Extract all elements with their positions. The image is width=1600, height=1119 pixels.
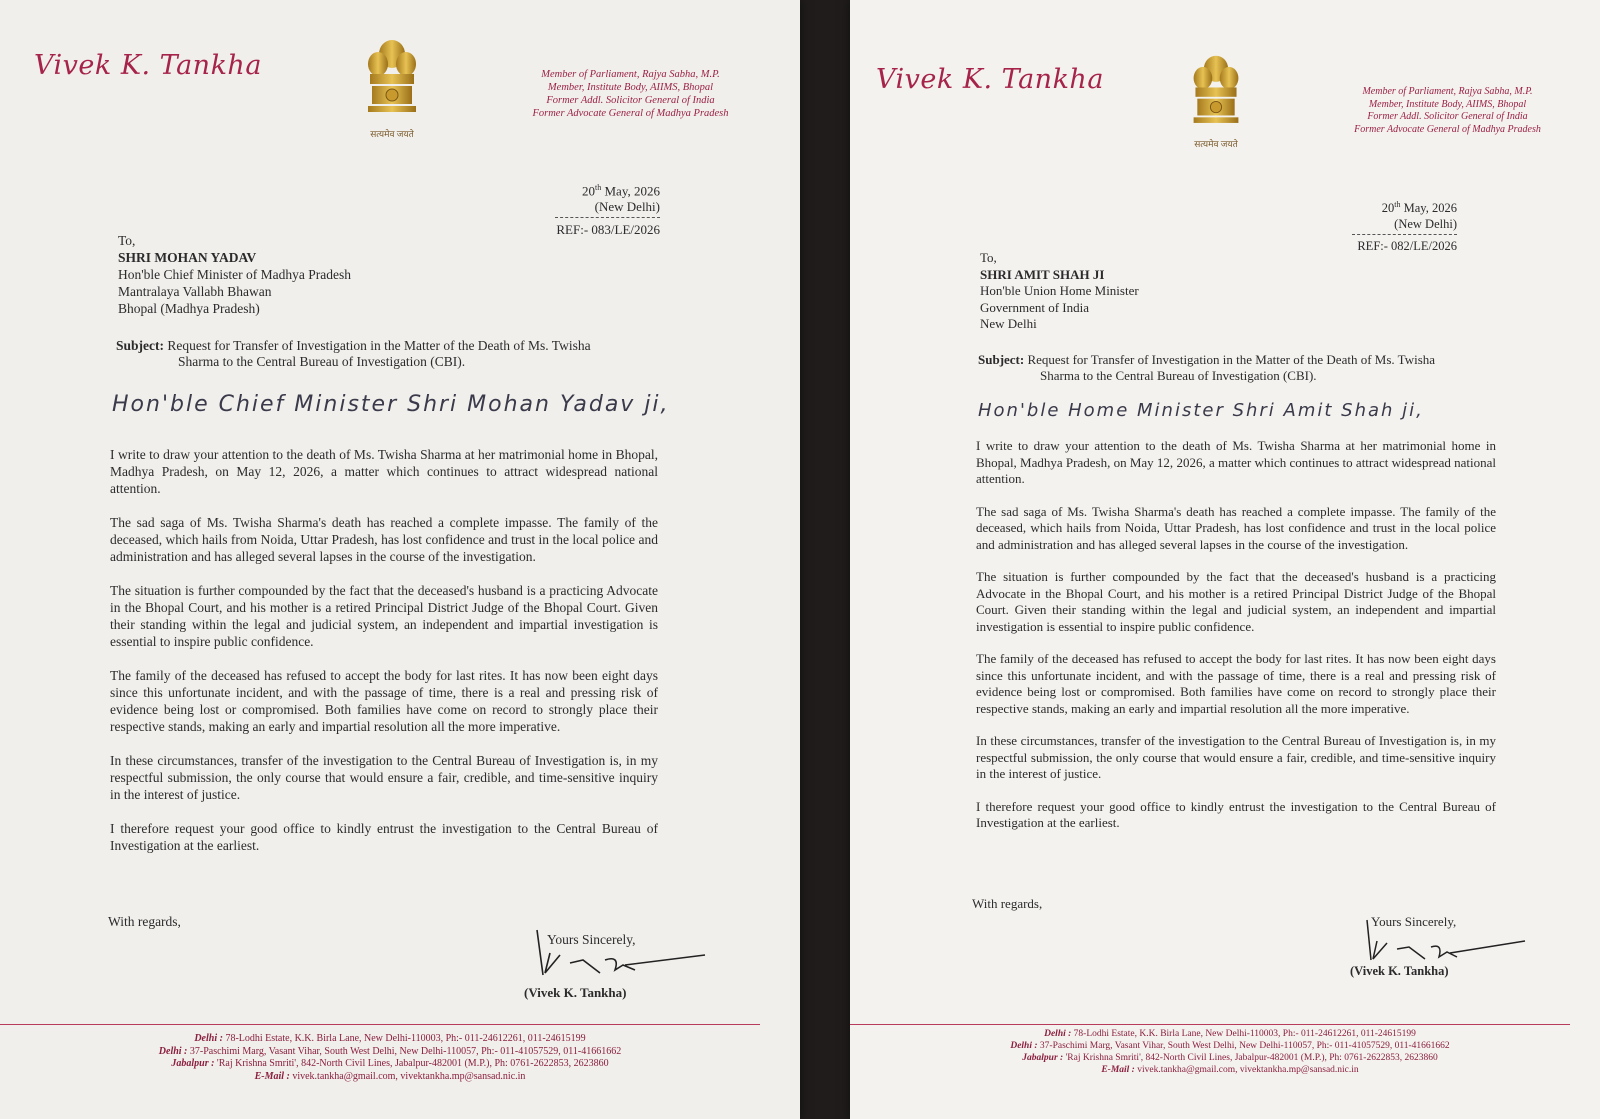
subject-text: Request for Transfer of Investigation in the Matter of the Death of Ms. Twisha	[1027, 352, 1436, 367]
subject-label: Subject:	[116, 338, 164, 353]
paragraph: I therefore request your good office to kindly entrust the investigation to the Central Bureau of Investigation at the earliest.	[976, 798, 1496, 830]
letterhead-footer	[910, 1028, 1550, 1076]
recipient-line: Mantralaya Vallabh Bhawan	[118, 284, 272, 299]
paragraph: I write to draw your attention to the death of Ms. Twisha Sharma at her matrimonial home in Bhopal, Madhya Pradesh, on May 12, 2026, a matter which continues to attract widespread national attention.	[976, 438, 1496, 486]
letter-body	[110, 446, 658, 871]
footer-line: Delhi : 78-Lodhi Estate, K.K. Birla Lane, New Delhi-110003, Ph:- 011-24612261, 011-24615199	[1044, 1029, 1416, 1039]
footer-line: Delhi : 37-Paschimi Marg, Vasant Vihar, South West Delhi, New Delhi-110057, Ph:- 011-41057529, 011-41661662	[158, 1045, 622, 1057]
to-label: To,	[118, 233, 136, 248]
footer-line: E-Mail : vivek.tankha@gmail.com, vivektankha.mp@sansad.nic.in	[254, 1070, 526, 1082]
credential-line: Former Addl. Solicitor General of India	[546, 95, 715, 106]
credential-line: Member of Parliament, Rajya Sabha, M.P.	[541, 69, 720, 80]
letterhead-footer	[40, 1033, 740, 1083]
credential-line: Former Advocate General of Madhya Pradesh	[1354, 123, 1541, 135]
national-emblem-icon	[362, 36, 422, 140]
paragraph: In these circumstances, transfer of the investigation to the Central Bureau of Investigation is, in my respectful submission, the only course that would ensure a fair, credible, and time-sensitive inquiry in the interest of justice.	[976, 733, 1496, 781]
letterhead-name: Vivek K. Tankha	[34, 50, 262, 81]
date-block	[1352, 197, 1457, 255]
closing-regards: With regards,	[108, 914, 181, 929]
recipient-line: Bhopal (Madhya Pradesh)	[118, 301, 260, 316]
credential-line: Member, Institute Body, AIIMS, Bhopal	[547, 82, 714, 93]
paragraph: The family of the deceased has refused to accept the body for last rites. It has now been eight days since this unfortunate incident, and with the passage of time, there is a real and pressing risk of evidence being lost or compromised. Both families have come on record to strongly place their respective stands, making an early and impartial resolution all the more imperative.	[976, 651, 1496, 716]
credential-line: Member of Parliament, Rajya Sabha, M.P.	[1362, 86, 1533, 97]
letter-date: 20th May, 2026	[1381, 200, 1457, 216]
letter-place: (New Delhi)	[1394, 216, 1457, 231]
signatory-name: (Vivek K. Tankha)	[1350, 964, 1449, 978]
paragraph: In these circumstances, transfer of the investigation to the Central Bureau of Investigation is, in my respectful submission, the only course that would ensure a fair, credible, and time-sensitive inquiry in the interest of justice.	[110, 753, 658, 802]
handwritten-salutation: Hon'ble Home Minister Shri Amit Shah ji,	[978, 400, 1424, 421]
letter-to-home-minister	[850, 0, 1600, 1119]
letterhead-credentials	[1340, 86, 1555, 136]
yours-sincerely: Yours Sincerely,	[1371, 914, 1457, 929]
recipient-line: Government of India	[980, 299, 1090, 315]
paragraph: The situation is further compounded by the fact that the deceased's husband is a practicing Advocate in the Bhopal Court, and his mother is a retired Principal District Judge of the Bhopal Court. Given their standing within the legal and judicial system, an independent and impartial investigation is essential to inspire public confidence.	[110, 583, 658, 649]
recipient-name: SHRI AMIT SHAH JI	[980, 266, 1105, 282]
footer-line: E-Mail : vivek.tankha@gmail.com, vivektankha.mp@sansad.nic.in	[1101, 1065, 1359, 1075]
paragraph: The family of the deceased has refused to accept the body for last rites. It has now been eight days since this unfortunate incident, and with the passage of time, there is a real and pressing risk of evidence being lost or compromised. Both families have come on record to strongly place their respective stands, making an early and impartial resolution all the more imperative.	[110, 668, 658, 734]
paragraph: The sad saga of Ms. Twisha Sharma's death has reached a complete impasse. The family of the deceased, which hails from Noida, Uttar Pradesh, has lost confidence and trust in the local police and administration and has alleged several lapses in the course of the investigation.	[976, 503, 1496, 552]
signature-icon	[525, 925, 715, 985]
closing-regards: With regards,	[972, 896, 1043, 911]
letter-body	[976, 438, 1496, 848]
subject-text: Request for Transfer of Investigation in the Matter of the Death of Ms. Twisha	[167, 338, 591, 353]
recipient-line: Hon'ble Union Home Minister	[980, 283, 1139, 298]
paragraph: I write to draw your attention to the death of Ms. Twisha Sharma at her matrimonial home in Bhopal, Madhya Pradesh, on May 12, 2026, a matter which continues to attract widespread national attention.	[110, 447, 658, 496]
handwritten-salutation: Hon'ble Chief Minister Shri Mohan Yadav ji,	[112, 392, 670, 417]
letterhead-credentials	[518, 68, 743, 120]
recipient-line: New Delhi	[980, 316, 1037, 331]
recipient-line: Hon'ble Chief Minister of Madhya Pradesh	[118, 267, 352, 282]
national-emblem-icon	[1188, 52, 1244, 150]
emblem-motto: सत्यमेव जयते	[370, 129, 414, 139]
subject-text-cont: Sharma to the Central Bureau of Investigation (CBI).	[178, 354, 466, 369]
signatory-name: (Vivek K. Tankha)	[524, 985, 627, 1000]
footer-divider	[0, 1024, 760, 1025]
footer-line: Jabalpur : 'Raj Krishna Smriti', 842-North Civil Lines, Jabalpur-482001 (M.P.), Ph: 0761-2622853, 2623860	[1022, 1053, 1438, 1063]
credential-line: Former Advocate General of Madhya Pradesh	[532, 108, 729, 119]
reference-number: REF:- 083/LE/2026	[556, 222, 660, 238]
credential-line: Member, Institute Body, AIIMS, Bhopal	[1368, 98, 1527, 110]
recipient-address	[980, 250, 1139, 333]
to-label: To,	[980, 250, 997, 265]
credential-line: Former Addl. Solicitor General of India	[1367, 111, 1528, 122]
footer-line: Delhi : 78-Lodhi Estate, K.K. Birla Lane, New Delhi-110003, Ph:- 011-24612261, 011-24615199	[194, 1033, 586, 1044]
yours-sincerely: Yours Sincerely,	[547, 932, 636, 947]
divider	[555, 217, 660, 218]
date-block	[555, 180, 660, 238]
paragraph: I therefore request your good office to kindly entrust the investigation to the Central Bureau of Investigation at the earliest.	[110, 821, 658, 853]
subject-label: Subject:	[978, 352, 1025, 367]
subject	[978, 352, 1498, 384]
paragraph: The sad saga of Ms. Twisha Sharma's death has reached a complete impasse. The family of the deceased, which hails from Noida, Uttar Pradesh, has lost confidence and trust in the local police and administration and has alleged several lapses in the course of the investigation.	[110, 515, 658, 564]
signature-icon	[1355, 915, 1535, 970]
emblem-motto: सत्यमेव जयते	[1194, 139, 1238, 149]
reference-number: REF:- 082/LE/2026	[1357, 239, 1457, 254]
letterhead-name: Vivek K. Tankha	[876, 64, 1104, 95]
paragraph: The situation is further compounded by the fact that the deceased's husband is a practicing Advocate in the Bhopal Court, and his mother is a retired Principal District Judge of the Bhopal Court. Given their standing within the legal and judicial system, an independent and impartial investigation is essential to inspire public confidence.	[976, 569, 1496, 634]
subject-text-cont: Sharma to the Central Bureau of Investigation (CBI).	[1040, 368, 1317, 383]
footer-line: Jabalpur : 'Raj Krishna Smriti', 842-North Civil Lines, Jabalpur-482001 (M.P.), Ph: 0761-2622853, 2623860	[171, 1058, 609, 1069]
letter-place: (New Delhi)	[594, 199, 660, 215]
subject	[116, 338, 661, 370]
letter-date: 20th May, 2026	[582, 183, 660, 199]
footer-line: Delhi : 37-Paschimi Marg, Vasant Vihar, South West Delhi, New Delhi-110057, Ph:- 011-41057529, 011-41661662	[1010, 1041, 1450, 1051]
footer-divider	[850, 1024, 1570, 1025]
recipient-name: SHRI MOHAN YADAV	[118, 250, 257, 265]
recipient-address	[118, 232, 351, 317]
divider	[1352, 234, 1457, 235]
